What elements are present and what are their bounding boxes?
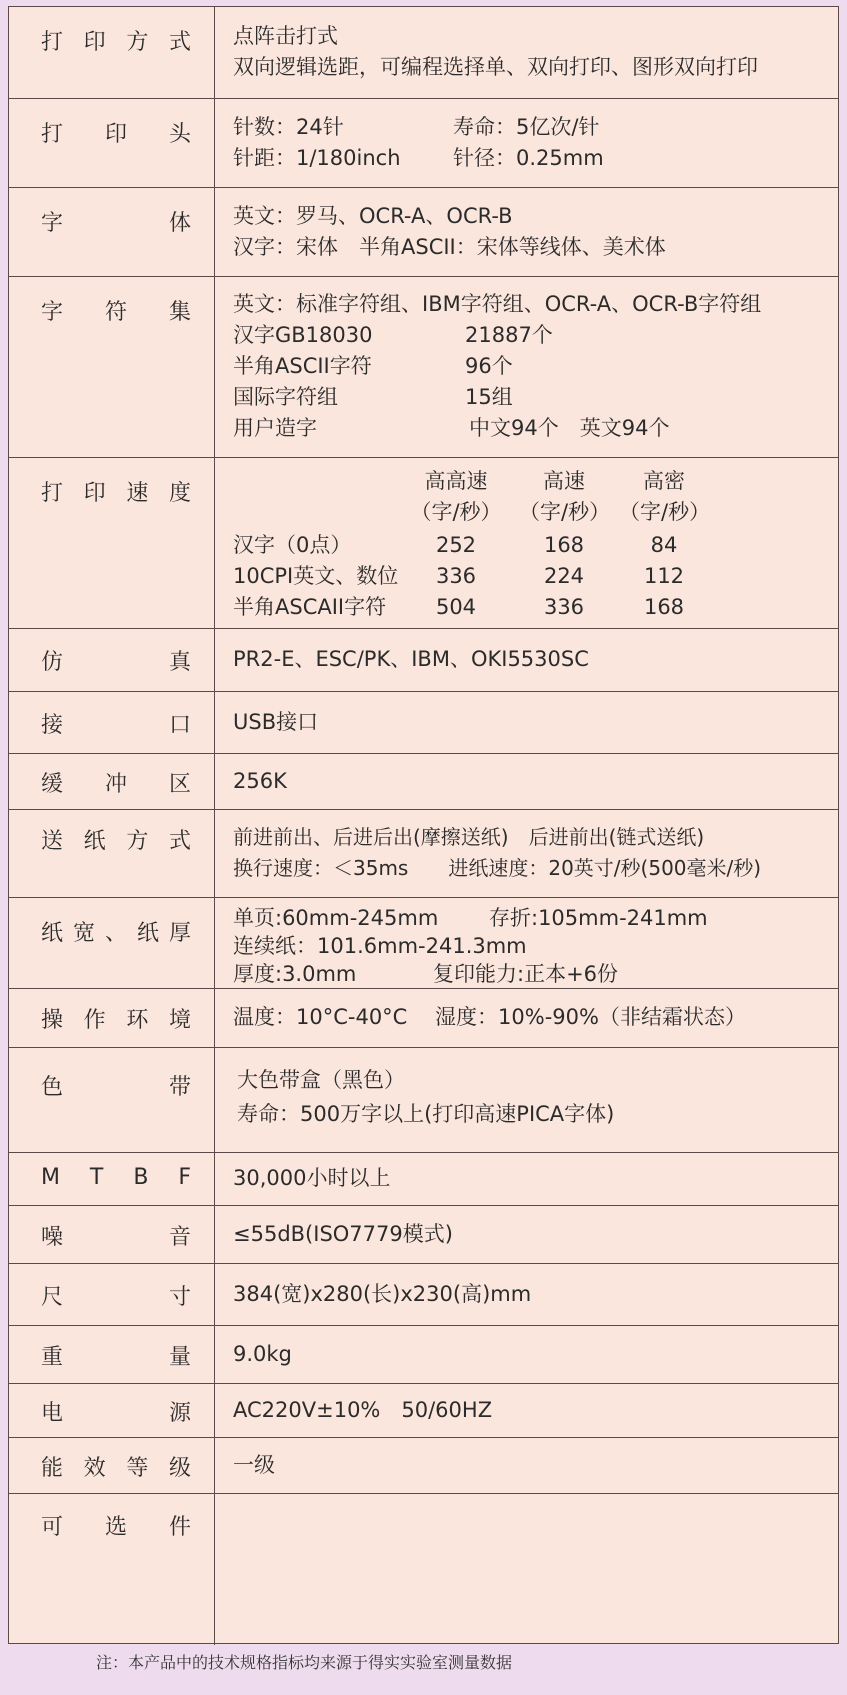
label-char: 尺 bbox=[41, 1285, 64, 1310]
row-font bbox=[9, 188, 838, 277]
label-char: 头 bbox=[168, 122, 191, 147]
row-value bbox=[233, 21, 830, 83]
label-char: 选 bbox=[104, 1515, 127, 1540]
row-value bbox=[233, 1163, 830, 1194]
value-line bbox=[233, 932, 830, 960]
row-print-head bbox=[9, 99, 838, 188]
speed-value: 336 bbox=[435, 564, 477, 588]
row-label bbox=[41, 1280, 191, 1311]
value-line bbox=[233, 1450, 830, 1481]
row-label-cell bbox=[9, 188, 215, 276]
speed-value: 168 bbox=[543, 533, 585, 557]
row-value bbox=[233, 1450, 830, 1481]
value-text: 15组 bbox=[465, 385, 513, 409]
row-label bbox=[41, 916, 191, 947]
value-line bbox=[233, 644, 830, 675]
label-char: 级 bbox=[168, 1456, 191, 1481]
row-value bbox=[233, 904, 830, 988]
label-char: 带 bbox=[168, 1075, 191, 1100]
row-label-cell bbox=[9, 1048, 215, 1152]
row-buffer bbox=[9, 754, 838, 810]
value-text: 温度：10°C-40°C 湿度：10%-90%（非结霜状态） bbox=[233, 1005, 746, 1029]
row-energy-grade bbox=[9, 1438, 838, 1494]
value-line bbox=[233, 1395, 830, 1426]
row-label-cell bbox=[9, 277, 215, 457]
label-char: 件 bbox=[168, 1515, 191, 1540]
row-value bbox=[237, 1065, 830, 1130]
label-char: 效 bbox=[83, 1456, 106, 1481]
row-value bbox=[233, 707, 830, 738]
row-mtbf bbox=[9, 1153, 838, 1206]
spec-table bbox=[8, 6, 839, 1644]
value-text: 256K bbox=[233, 769, 287, 793]
value-text: 针数：24针 bbox=[233, 115, 344, 139]
label-char: F bbox=[178, 1165, 191, 1190]
value-text: 国际字符组 bbox=[233, 385, 338, 409]
label-char: 纸 bbox=[83, 829, 106, 854]
row-paper-feed bbox=[9, 810, 838, 898]
label-char: 纸 bbox=[41, 921, 64, 946]
label-char: 打 bbox=[41, 122, 64, 147]
speed-table bbox=[233, 466, 830, 623]
label-char: 仿 bbox=[41, 650, 64, 675]
row-interface bbox=[9, 692, 838, 754]
speed-row bbox=[233, 530, 830, 561]
label-char: 印 bbox=[83, 481, 106, 506]
row-value bbox=[233, 1219, 830, 1250]
value-line bbox=[233, 1002, 830, 1033]
row-label bbox=[41, 206, 191, 237]
label-char: 纸 bbox=[136, 921, 159, 946]
label-char: 噪 bbox=[41, 1225, 64, 1250]
row-dimensions bbox=[9, 1264, 838, 1326]
row-value bbox=[233, 1339, 830, 1370]
value-text: 9.0kg bbox=[233, 1342, 292, 1366]
row-label bbox=[41, 117, 191, 148]
row-power bbox=[9, 1384, 838, 1438]
row-label-cell bbox=[9, 1326, 215, 1383]
row-label bbox=[41, 1165, 191, 1190]
row-label-cell bbox=[9, 1206, 215, 1263]
row-label bbox=[41, 1220, 191, 1251]
speed-header: 高密 bbox=[643, 469, 685, 493]
row-value bbox=[233, 112, 830, 174]
label-char: 重 bbox=[41, 1345, 64, 1370]
label-char: 打 bbox=[41, 30, 64, 55]
row-label-cell bbox=[9, 629, 215, 691]
value-text: 汉字：宋体 半角ASCII：宋体等线体、美术体 bbox=[233, 235, 666, 259]
row-label bbox=[41, 1451, 191, 1482]
label-char: 作 bbox=[83, 1008, 106, 1033]
value-line bbox=[233, 320, 830, 351]
value-line bbox=[233, 201, 830, 232]
value-text: 前进前出、后进后出(摩擦送纸) 后进前出(链式送纸) bbox=[233, 825, 705, 849]
speed-row-name: 半角ASCAII字符 bbox=[233, 595, 387, 619]
speed-value: 336 bbox=[543, 595, 585, 619]
value-text: 一级 bbox=[233, 1453, 275, 1477]
label-char: 电 bbox=[41, 1401, 64, 1426]
footnote: 注：本产品中的技术规格指标均来源于得实实验室测量数据 bbox=[96, 1653, 513, 1672]
value-text: 汉字GB18030 bbox=[233, 323, 373, 347]
row-label bbox=[41, 476, 191, 507]
row-value bbox=[233, 1395, 830, 1426]
label-char: 字 bbox=[41, 211, 64, 236]
value-line bbox=[233, 351, 830, 382]
speed-unit: （字/秒） bbox=[410, 500, 502, 524]
row-print-speed bbox=[9, 458, 838, 629]
label-char: 印 bbox=[83, 30, 106, 55]
value-text: 换行速度：＜35ms 进纸速度：20英寸/秒(500毫米/秒) bbox=[233, 856, 762, 880]
label-char: 打 bbox=[41, 481, 64, 506]
value-text: 厚度:3.0mm bbox=[233, 962, 357, 986]
value-text: PR2-E、ESC/PK、IBM、OKI5530SC bbox=[233, 647, 589, 671]
label-char: B bbox=[133, 1165, 149, 1190]
row-label-cell bbox=[9, 1438, 215, 1493]
value-line bbox=[233, 112, 830, 143]
value-line bbox=[233, 853, 830, 884]
row-options bbox=[9, 1494, 838, 1645]
value-text: 复印能力:正本+6份 bbox=[433, 962, 619, 986]
row-environment bbox=[9, 989, 838, 1048]
label-char: 式 bbox=[168, 30, 191, 55]
value-line bbox=[233, 766, 830, 797]
label-char: 色 bbox=[41, 1075, 64, 1100]
value-line bbox=[233, 1279, 830, 1310]
label-char: 音 bbox=[168, 1225, 191, 1250]
label-char: 、 bbox=[104, 921, 127, 946]
row-value bbox=[233, 644, 830, 675]
row-label bbox=[41, 1340, 191, 1371]
speed-row-name: 10CPI英文、数位 bbox=[233, 564, 399, 588]
value-text: 中文94个 英文94个 bbox=[469, 416, 670, 440]
label-char: 寸 bbox=[168, 1285, 191, 1310]
value-line bbox=[233, 1163, 830, 1194]
speed-value: 504 bbox=[435, 595, 477, 619]
value-text: 用户造字 bbox=[233, 416, 317, 440]
row-label-cell bbox=[9, 810, 215, 897]
label-char: 真 bbox=[168, 650, 191, 675]
label-char: 境 bbox=[168, 1008, 191, 1033]
speed-value: 252 bbox=[435, 533, 477, 557]
value-line bbox=[233, 289, 830, 320]
row-label-cell bbox=[9, 1494, 215, 1645]
row-label-cell bbox=[9, 458, 215, 628]
row-print-method bbox=[9, 7, 838, 99]
value-text: 寿命：500万字以上(打印高速PICA字体) bbox=[237, 1102, 615, 1126]
label-char: M bbox=[41, 1165, 60, 1190]
label-char: 符 bbox=[104, 300, 127, 325]
row-paper-size bbox=[9, 898, 838, 989]
label-char: 宽 bbox=[72, 921, 95, 946]
row-label-cell bbox=[9, 692, 215, 753]
value-text: 存折:105mm-241mm bbox=[489, 906, 708, 930]
row-value bbox=[233, 766, 830, 797]
label-char: 字 bbox=[41, 300, 64, 325]
row-label bbox=[41, 1396, 191, 1427]
row-label bbox=[41, 645, 191, 676]
value-line bbox=[233, 822, 830, 853]
value-text: AC220V±10% 50/60HZ bbox=[233, 1398, 493, 1422]
row-label bbox=[41, 824, 191, 855]
row-label-cell bbox=[9, 7, 215, 98]
label-char: 等 bbox=[126, 1456, 149, 1481]
value-text: 大色带盒（黑色） bbox=[237, 1068, 405, 1092]
value-text: 寿命：5亿次/针 bbox=[453, 115, 600, 139]
value-line bbox=[233, 382, 830, 413]
speed-row bbox=[233, 592, 830, 623]
speed-unit: （字/秒） bbox=[619, 500, 711, 524]
value-line bbox=[233, 1219, 830, 1250]
value-line bbox=[233, 707, 830, 738]
value-text: 双向逻辑选距，可编程选择单、双向打印、图形双向打印 bbox=[233, 55, 758, 79]
label-char: 集 bbox=[168, 300, 191, 325]
row-value bbox=[233, 201, 830, 263]
row-label bbox=[41, 767, 191, 798]
row-emulation bbox=[9, 629, 838, 692]
row-label bbox=[41, 1003, 191, 1034]
label-char: 量 bbox=[168, 1345, 191, 1370]
value-line bbox=[233, 232, 830, 263]
row-ribbon bbox=[9, 1048, 838, 1153]
row-label-cell bbox=[9, 754, 215, 809]
row-label bbox=[41, 1510, 191, 1541]
row-value bbox=[233, 822, 830, 884]
label-char: T bbox=[89, 1165, 104, 1190]
speed-header-row bbox=[233, 466, 830, 497]
label-char: 体 bbox=[168, 211, 191, 236]
label-char: 环 bbox=[126, 1008, 149, 1033]
value-text: 384(宽)x280(长)x230(高)mm bbox=[233, 1282, 532, 1306]
label-char: 接 bbox=[41, 713, 64, 738]
speed-row-name: 汉字（0点） bbox=[233, 533, 352, 557]
value-line bbox=[237, 1065, 830, 1099]
value-text: 英文：罗马、OCR-A、OCR-B bbox=[233, 204, 513, 228]
row-value bbox=[233, 1279, 830, 1310]
value-line bbox=[233, 960, 830, 988]
row-label-cell bbox=[9, 99, 215, 187]
value-line bbox=[233, 52, 830, 83]
label-char: 口 bbox=[168, 713, 191, 738]
speed-value: 84 bbox=[650, 533, 678, 557]
row-noise bbox=[9, 1206, 838, 1264]
row-label-cell bbox=[9, 1384, 215, 1437]
label-char: 送 bbox=[41, 829, 64, 854]
value-line bbox=[233, 904, 830, 932]
value-text: 96个 bbox=[465, 354, 513, 378]
label-char: 缓 bbox=[41, 772, 64, 797]
row-charset bbox=[9, 277, 838, 458]
row-label bbox=[41, 295, 191, 326]
label-char: 能 bbox=[41, 1456, 64, 1481]
label-char: 可 bbox=[41, 1515, 64, 1540]
speed-unit: （字/秒） bbox=[519, 500, 611, 524]
row-label bbox=[41, 1070, 191, 1101]
label-char: 源 bbox=[168, 1401, 191, 1426]
value-line bbox=[233, 413, 830, 444]
label-char: 操 bbox=[41, 1008, 64, 1033]
row-label-cell bbox=[9, 1264, 215, 1325]
value-text: USB接口 bbox=[233, 710, 319, 734]
row-label bbox=[41, 25, 191, 56]
label-char: 式 bbox=[168, 829, 191, 854]
speed-value: 168 bbox=[643, 595, 685, 619]
value-text: 连续纸：101.6mm-241.3mm bbox=[233, 934, 527, 958]
value-line bbox=[237, 1099, 830, 1130]
value-text: 针径：0.25mm bbox=[453, 146, 604, 170]
value-text: 英文：标准字符组、IBM字符组、OCR-A、OCR-B字符组 bbox=[233, 292, 762, 316]
value-line bbox=[233, 143, 830, 174]
value-text: 半角ASCII字符 bbox=[233, 354, 372, 378]
row-label-cell bbox=[9, 1153, 215, 1205]
label-char: 度 bbox=[168, 481, 191, 506]
row-value bbox=[233, 289, 830, 444]
value-text: 30,000小时以上 bbox=[233, 1166, 391, 1190]
speed-header: 高速 bbox=[543, 469, 585, 493]
label-char: 速 bbox=[126, 481, 149, 506]
speed-header: 高高速 bbox=[424, 469, 488, 493]
label-char: 区 bbox=[168, 772, 191, 797]
row-label bbox=[41, 708, 191, 739]
label-char: 厚 bbox=[168, 921, 191, 946]
value-line bbox=[233, 1339, 830, 1370]
row-value bbox=[233, 1002, 830, 1033]
speed-value: 112 bbox=[643, 564, 685, 588]
speed-row bbox=[233, 561, 830, 592]
speed-unit-row bbox=[233, 497, 830, 528]
value-text: 单页:60mm-245mm bbox=[233, 906, 439, 930]
speed-value: 224 bbox=[543, 564, 585, 588]
value-text: ≤55dB(ISO7779模式) bbox=[233, 1222, 453, 1246]
label-char: 方 bbox=[126, 30, 149, 55]
value-text: 点阵击打式 bbox=[233, 24, 338, 48]
row-label-cell bbox=[9, 898, 215, 988]
label-char: 印 bbox=[104, 122, 127, 147]
label-char: 冲 bbox=[104, 772, 127, 797]
row-label-cell bbox=[9, 989, 215, 1047]
value-text: 21887个 bbox=[465, 323, 553, 347]
value-line bbox=[233, 21, 830, 52]
row-weight bbox=[9, 1326, 838, 1384]
value-text: 针距：1/180inch bbox=[233, 146, 401, 170]
label-char: 方 bbox=[126, 829, 149, 854]
